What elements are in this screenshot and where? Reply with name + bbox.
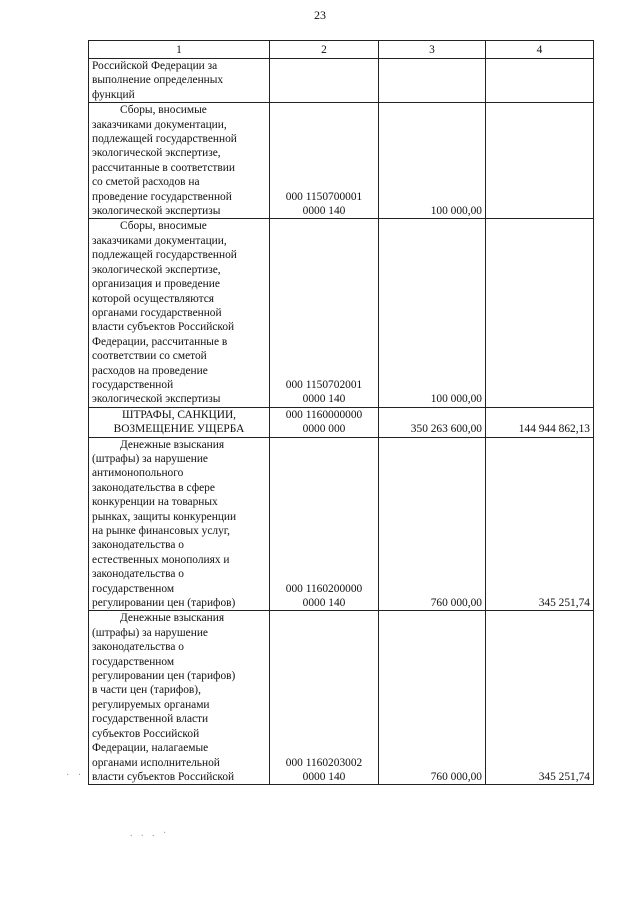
row-code: 000 1160000000 0000 000 (270, 407, 379, 437)
row-code: 000 1160200000 0000 140 (270, 437, 379, 611)
row-plan-sum: 100 000,00 (379, 103, 486, 219)
row-fact-sum: 345 251,74 (486, 437, 594, 611)
row-description: Российской Федерации за выполнение определенных функций (89, 59, 270, 103)
budget-table (88, 40, 594, 785)
table-row-section (89, 407, 594, 437)
row-description: Денежные взыскания (штрафы) за нарушение законодательства о государственном регулировании цен (тарифов) в части цен (тарифов), регулируемых органами государственной власти субъектов Российской Федерации, налагаемые органами исполнительной власти субъектов Российской (89, 611, 270, 785)
row-code (270, 59, 379, 103)
row-description: Сборы, вносимые заказчиками документации, подлежащей государственной экологической экспертизе, рассчитанные в соответствии со сметой расходов на проведение государственной экологической экспертизы (89, 103, 270, 219)
row-fact-sum (486, 103, 594, 219)
scan-artifact: · · (66, 770, 85, 781)
table-row (89, 437, 594, 611)
section-title: ШТРАФЫ, САНКЦИИ, ВОЗМЕЩЕНИЕ УЩЕРБА (89, 407, 270, 437)
table-row (89, 103, 594, 219)
table-row (89, 219, 594, 407)
column-header-4: 4 (486, 41, 594, 59)
table-header-row (89, 41, 594, 59)
row-plan-sum: 350 263 600,00 (379, 407, 486, 437)
table-row (89, 59, 594, 103)
row-code: 000 1150700001 0000 140 (270, 103, 379, 219)
row-description: Сборы, вносимые заказчиками документации, подлежащей государственной экологической экспертизе, организация и проведение которой осуществляются органами государственной власти субъектов Российской Федерации, рассчитанные в соответствии со сметой расходов на проведение государственной экологической экспертизы (89, 219, 270, 407)
row-plan-sum: 760 000,00 (379, 437, 486, 611)
page-number: 23 (314, 8, 326, 22)
row-plan-sum: 760 000,00 (379, 611, 486, 785)
row-fact-sum (486, 219, 594, 407)
row-fact-sum: 144 944 862,13 (486, 407, 594, 437)
row-plan-sum (379, 59, 486, 103)
row-code: 000 1150702001 0000 140 (270, 219, 379, 407)
row-code: 000 1160203002 0000 140 (270, 611, 379, 785)
column-header-2: 2 (270, 41, 379, 59)
column-header-3: 3 (379, 41, 486, 59)
table-row (89, 611, 594, 785)
row-plan-sum: 100 000,00 (379, 219, 486, 407)
column-header-1: 1 (89, 41, 270, 59)
scan-artifact: . . . · (130, 828, 170, 839)
row-description: Денежные взыскания (штрафы) за нарушение антимонопольного законодательства в сфере конкуренции на товарных рынках, защиты конкуренции на рынке финансовых услуг, законодательства о естественных монополиях и законодательства о государственном регулировании цен (тарифов) (89, 437, 270, 611)
row-fact-sum (486, 59, 594, 103)
row-fact-sum: 345 251,74 (486, 611, 594, 785)
